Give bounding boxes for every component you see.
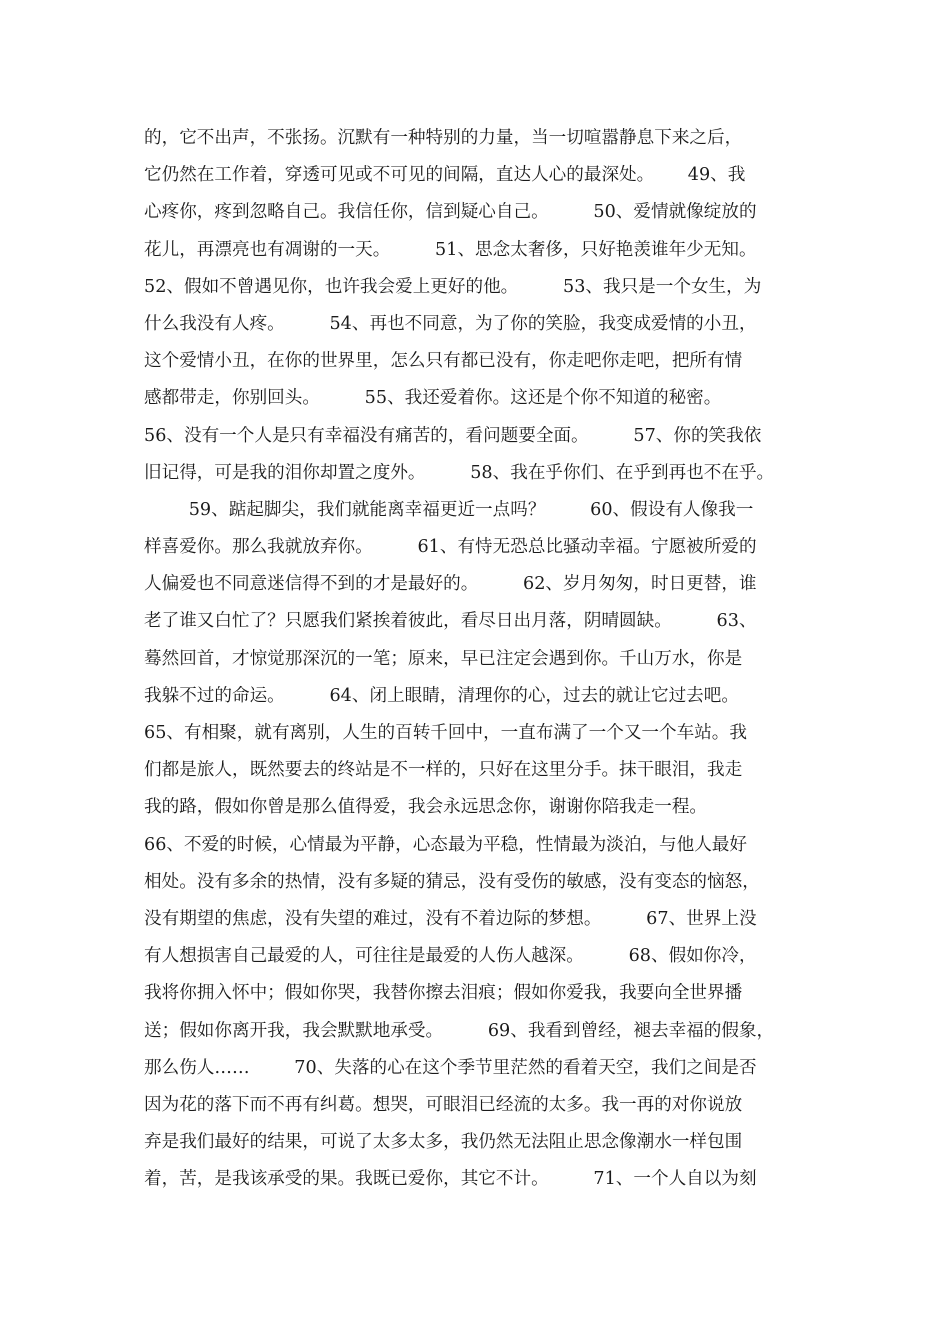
text-line: 66、不爱的时候，心情最为平静，心态最为平稳，性情最为淡泊，与他人最好	[144, 834, 747, 855]
text-line: 老了谁又白忙了？只愿我们紧挨着彼此，看尽日出月落，阴晴圆缺。 63、	[144, 611, 757, 632]
text-line: 花儿，再漂亮也有凋谢的一天。 51、思念太奢侈，只好艳羡谁年少无知。	[144, 239, 757, 260]
text-line: 我躲不过的命运。 64、闭上眼睛，清理你的心，过去的就让它过去吧。	[144, 685, 739, 706]
text-line: 蓦然回首，才惊觉那深沉的一笔；原来，早已注定会遇到你。千山万水，你是	[144, 648, 743, 669]
text-line: 着，苦，是我该承受的果。我既已爱你，其它不计。 71、一个人自以为刻	[144, 1169, 757, 1190]
text-line: 59、踮起脚尖，我们就能离幸福更近一点吗？ 60、假设有人像我一	[144, 499, 754, 520]
text-line: 送；假如你离开我，我会默默地承受。 69、我看到曾经，褪去幸福的假象，	[144, 1020, 775, 1041]
text-line: 56、没有一个人是只有幸福没有痛苦的，看问题要全面。 57、你的笑我依	[144, 425, 762, 446]
text-line: 感都带走，你别回头。 55、我还爱着你。这还是个你不知道的秘密。	[144, 388, 722, 409]
text-line: 心疼你，疼到忽略自己。我信任你，信到疑心自己。 50、爱情就像绽放的	[144, 202, 757, 223]
text-line: 因为花的落下而不再有纠葛。想哭，可眼泪已经流的太多。我一再的对你说放	[144, 1094, 743, 1115]
text-line: 52、假如不曾遇见你，也许我会爱上更好的他。 53、我只是一个女生，为	[144, 276, 762, 297]
text-line: 的，它不出声，不张扬。沉默有一种特别的力量，当一切喧嚣静息下来之后，	[144, 128, 743, 148]
text-line: 们都是旅人，既然要去的终站是不一样的，只好在这里分手。抹干眼泪，我走	[144, 760, 743, 781]
text-line: 没有期望的焦虑，没有失望的难过，没有不着边际的梦想。 67、世界上没	[144, 908, 757, 929]
text-line: 那么伤人…… 70、失落的心在这个季节里茫然的看着天空，我们之间是否	[144, 1057, 757, 1078]
text-line: 它仍然在工作着，穿透可见或不可见的间隔，直达人心的最深处。 49、我	[144, 165, 746, 186]
text-line: 65、有相聚，就有离别，人生的百转千回中，一直布满了一个又一个车站。我	[144, 723, 747, 743]
text-line: 这个爱情小丑，在你的世界里，怎么只有都已没有，你走吧你走吧，把所有情	[144, 351, 743, 372]
document-text-body	[144, 120, 844, 1198]
text-line: 旧记得，可是我的泪你却置之度外。 58、我在乎你们、在乎到再也不在乎。	[144, 462, 775, 483]
text-line: 人偏爱也不同意迷信得不到的才是最好的。 62、岁月匆匆，时日更替，谁	[144, 574, 757, 595]
text-line: 弃是我们最好的结果，可说了太多太多，我仍然无法阻止思念像潮水一样包围	[144, 1132, 743, 1153]
text-line: 我将你拥入怀中；假如你哭，我替你擦去泪痕；假如你爱我，我要向全世界播	[144, 983, 743, 1004]
text-line: 相处。没有多余的热情，没有多疑的猜忌，没有受伤的敏感，没有变态的恼怒，	[144, 871, 760, 892]
text-line: 样喜爱你。那么我就放弃你。 61、有恃无恐总比骚动幸福。宁愿被所爱的	[144, 537, 757, 558]
text-line: 什么我没有人疼。 54、再也不同意，为了你的笑脸，我变成爱情的小丑，	[144, 313, 757, 334]
text-line: 我的路，假如你曾是那么值得爱，我会永远思念你，谢谢你陪我走一程。	[144, 797, 708, 818]
text-line: 有人想损害自己最爱的人，可往往是最爱的人伤人越深。 68、假如你冷，	[144, 946, 757, 967]
